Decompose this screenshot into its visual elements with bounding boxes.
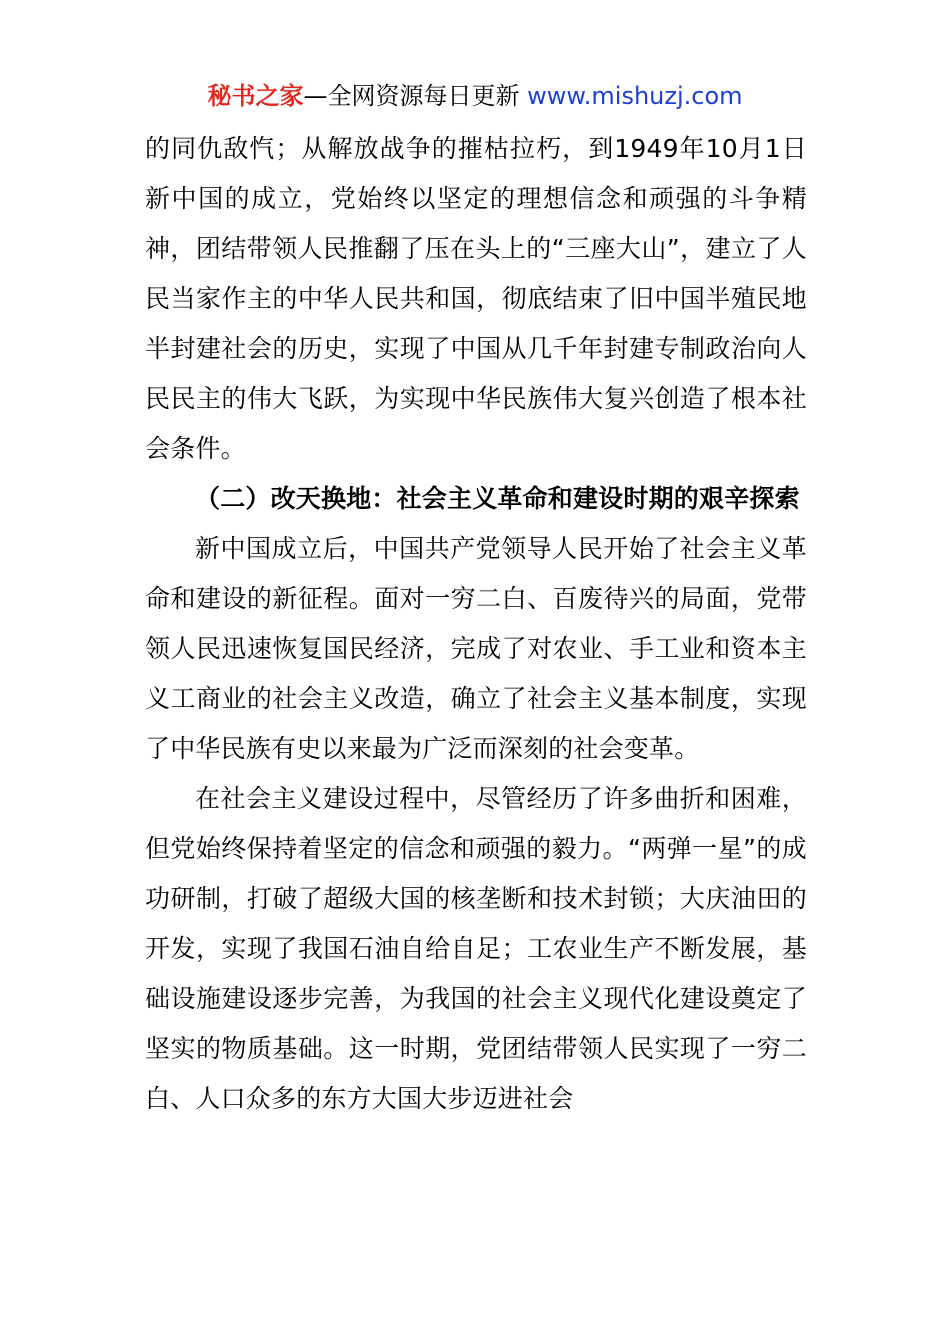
header-url-link[interactable]: www.mishuzj.com bbox=[527, 82, 743, 110]
header-tagline: —全网资源每日更新 bbox=[303, 82, 520, 110]
page-header bbox=[0, 80, 950, 112]
paragraph: 新中国成立后，中国共产党领导人民开始了社会主义革命和建设的新征程。面对一穷二白、百废待兴的局面，党带领人民迅速恢复国民经济，完成了对农业、手工业和资本主义工商业的社会主义改造，确立了社会主义基本制度，实现了中华民族有史以来最为广泛而深刻的社会变革。 bbox=[145, 534, 807, 763]
paragraph-continued: 的同仇敌忾；从解放战争的摧枯拉朽，到1949年10月1日新中国的成立，党始终以坚定的理想信念和顽强的斗争精神，团结带领人民推翻了压在头上的“三座大山”，建立了人民当家作主的中华人民共和国，彻底结束了旧中国半殖民地半封建社会的历史，实现了中国从几千年封建专制政治向人民民主的伟大飞跃，为实现中华民族伟大复兴创造了根本社会条件。 bbox=[145, 134, 807, 463]
document-body bbox=[145, 124, 807, 1124]
paragraph: 在社会主义建设过程中，尽管经历了许多曲折和困难，但党始终保持着坚定的信念和顽强的毅力。“两弹一星”的成功研制，打破了超级大国的核垄断和技术封锁；大庆油田的开发，实现了我国石油自给自足；工农业生产不断发展，基础设施建设逐步完善，为我国的社会主义现代化建设奠定了坚实的物质基础。这一时期，党团结带领人民实现了一穷二白、人口众多的东方大国大步迈进社会 bbox=[145, 784, 807, 1113]
section-heading: （二）改天换地：社会主义革命和建设时期的艰辛探索 bbox=[195, 484, 800, 513]
header-brand: 秘书之家 bbox=[207, 82, 304, 110]
